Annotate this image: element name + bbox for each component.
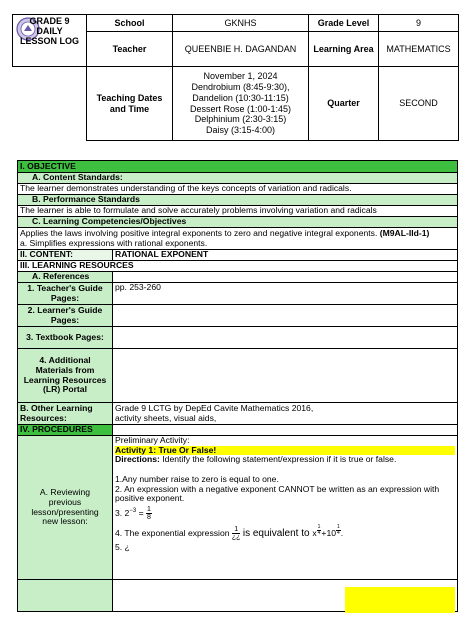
item-3-fraction — [146, 506, 152, 521]
item-4-x: x — [312, 527, 317, 538]
fraction-denominator: 8 — [146, 513, 151, 521]
teacher-label: Teacher — [87, 32, 173, 67]
additional-materials-label: 4. Additional Materials from Learning Resources (LR) Portal — [18, 349, 113, 403]
schedule-line: Dessert Rose (1:00-1:45) — [189, 103, 292, 114]
item-4-mid: is equivalent to — [242, 527, 313, 539]
title-line-1: GRADE 9 — [29, 16, 70, 26]
header-table — [12, 14, 459, 141]
directions-text: Identify the following statement/expression if it is true or false. — [159, 454, 397, 465]
competencies-sub: a. Simplifies expressions with rational exponents. — [20, 237, 208, 248]
lesson-log-title-cell — [13, 15, 87, 67]
resources-heading: III. LEARNING RESOURCES — [18, 261, 458, 272]
textbook-value — [113, 327, 458, 349]
exp-num: 1 — [337, 523, 340, 530]
references-blank — [113, 272, 458, 283]
blank-cell — [13, 67, 87, 141]
other-resources-line: Grade 9 LCTG by DepEd Cavite Mathematics 2016, — [115, 402, 314, 413]
directions-label: Directions: — [115, 454, 160, 465]
teacher-value: QUEENBIE H. DAGANDAN — [173, 32, 309, 67]
schedule-line: Delphinium (2:30-3:15) — [194, 114, 287, 125]
item-5: 5. ¿ — [115, 541, 130, 552]
learners-guide-value — [113, 305, 458, 327]
content-standards-label: A. Content Standards: — [18, 173, 458, 184]
exp-den: 4 — [317, 529, 321, 536]
textbook-label: 3. Textbook Pages: — [18, 327, 113, 349]
content-label: II. CONTENT: — [18, 250, 113, 261]
item-3-exponent: −3 — [129, 507, 137, 514]
other-resources-label: B. Other Learning Resources: — [18, 403, 113, 425]
item-3-equals: = — [136, 507, 146, 518]
item-4-plus: +10 — [321, 527, 336, 538]
fraction-numerator: 1 — [232, 526, 241, 534]
other-resources-line: activity sheets, visual aids, — [115, 412, 217, 423]
teachers-guide-label: 1. Teacher's Guide Pages: — [18, 283, 113, 305]
item-3-base: 3. 2 — [115, 507, 130, 518]
grade-level-value: 9 — [379, 15, 459, 32]
fraction-numerator: 1 — [146, 505, 151, 513]
learning-area-label: Learning Area — [309, 32, 379, 67]
item-3 — [115, 506, 455, 521]
learning-area-value: MATHEMATICS — [379, 32, 459, 67]
item-4-end: . — [340, 527, 344, 538]
competencies-code: (M9AL-IId-1) — [379, 227, 430, 238]
schedule-line: Dandelion (10:30-11:15) — [192, 92, 289, 103]
content-standards-text: The learner demonstrates understanding of the keys concepts of variation and radicals. — [18, 184, 458, 195]
item-1: 1.Any number raise to zero is equal to one. — [115, 473, 279, 484]
additional-materials-value — [113, 349, 458, 403]
dates-label: Teaching Dates and Time — [87, 67, 173, 141]
competencies-text-cell — [18, 228, 458, 250]
preliminary-label: Preliminary Activity: — [115, 435, 190, 445]
teachers-guide-value: pp. 253-260 — [113, 283, 458, 305]
item-4-text: 4. The exponential expression — [115, 527, 232, 538]
references-label: A. References — [18, 272, 113, 283]
schedule-line: Daisy (3:15-4:00) — [205, 125, 276, 136]
exp-den: 4 — [337, 529, 340, 536]
dates-value — [173, 67, 309, 141]
procedures-blank — [113, 425, 458, 436]
item-2: 2. An expression with a negative exponent CANNOT be written as an expression with positive exponent. — [115, 483, 440, 504]
lesson-log-title — [15, 17, 84, 47]
item-4-fraction — [232, 526, 241, 541]
next-procedure-label — [18, 580, 113, 612]
learners-guide-label: 2. Learner's Guide Pages: — [18, 305, 113, 327]
highlight-box — [345, 587, 455, 613]
objective-heading: I. OBJECTIVE — [18, 161, 458, 173]
schedule-line: Dendrobium (8:45-9:30), — [191, 81, 290, 92]
competencies-label: C. Learning Competencies/Objectives — [18, 217, 458, 228]
fraction-denominator: ¿¿ — [231, 533, 241, 541]
lesson-table — [17, 160, 458, 612]
title-line-2: DAILY — [36, 25, 63, 36]
performance-standards-label: B. Performance Standards — [18, 195, 458, 206]
procedures-heading: IV. PROCEDURES — [18, 425, 113, 436]
school-value: GKNHS — [173, 15, 309, 32]
exp-num: 1 — [317, 523, 321, 530]
quarter-value: SECOND — [379, 67, 459, 141]
activity-cell — [113, 436, 458, 580]
activity-title: Activity 1: True Or False! — [115, 446, 455, 456]
competencies-text: Applies the laws involving positive integral exponents to zero and negative integral exponents. — [20, 227, 378, 238]
title-line-3: LESSON LOG — [19, 35, 79, 46]
quarter-label: Quarter — [309, 67, 379, 141]
content-value: RATIONAL EXPONENT — [113, 250, 458, 261]
review-label: A. Reviewing previous lesson/presenting new lesson: — [18, 436, 113, 580]
directions — [115, 455, 455, 465]
school-label: School — [87, 15, 173, 32]
date-line: November 1, 2024 — [203, 71, 278, 82]
grade-level-label: Grade Level — [309, 15, 379, 32]
item-4 — [115, 525, 455, 541]
performance-standards-text: The learner is able to formulate and solve accurately problems involving variation and radicals — [18, 206, 458, 217]
other-resources-value — [113, 403, 458, 425]
